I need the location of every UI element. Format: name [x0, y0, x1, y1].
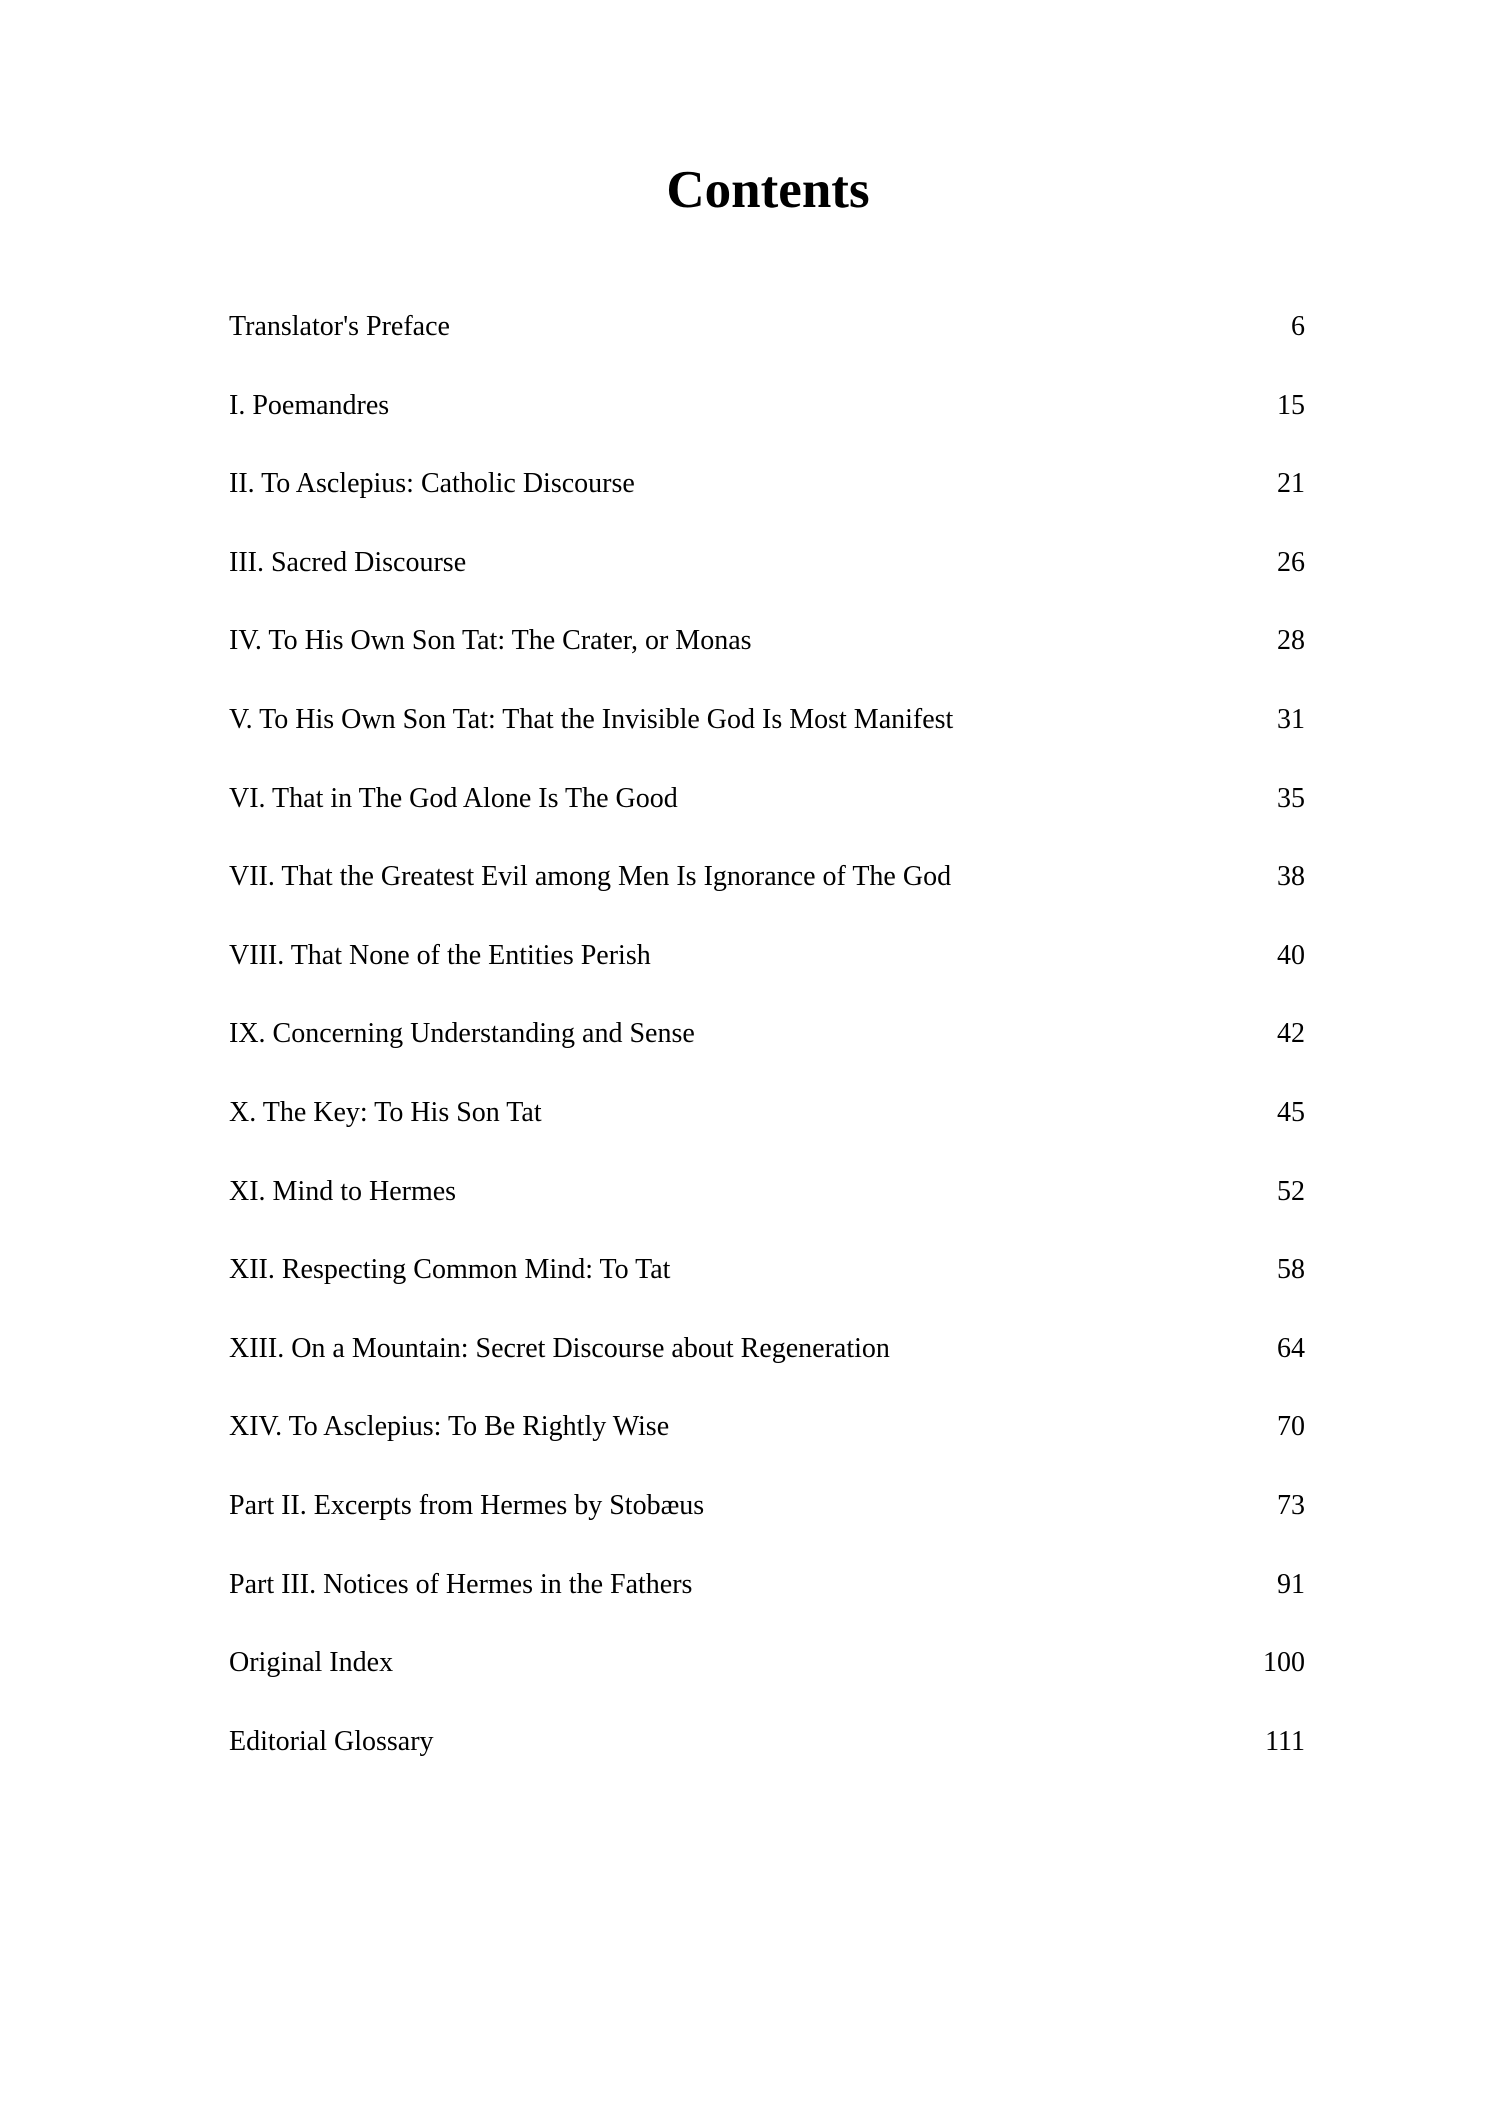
toc-entry: [229, 1480, 1305, 1559]
toc-entry-page-number: 70: [1277, 1411, 1305, 1443]
toc-entry: [229, 1559, 1305, 1638]
toc-entry: [229, 1244, 1305, 1323]
toc-entry: [229, 694, 1305, 773]
toc-entry-page-number: 64: [1277, 1332, 1305, 1364]
toc-entry: [229, 1637, 1305, 1716]
toc-entry-page-number: 28: [1277, 625, 1305, 657]
toc-entry: [229, 851, 1305, 930]
toc-entry-page-number: 111: [1265, 1725, 1305, 1757]
toc-entry: [229, 1166, 1305, 1245]
toc-entry-page-number: 31: [1277, 703, 1305, 735]
toc-entry-page-number: 40: [1277, 939, 1305, 971]
toc-entry-page-number: 26: [1277, 546, 1305, 578]
toc-entry-page-number: 42: [1277, 1018, 1305, 1050]
toc-entry-title: VII. That the Greatest Evil among Men Is Ignorance of The God: [229, 861, 952, 893]
toc-entry: [229, 1323, 1305, 1402]
toc-entry: [229, 930, 1305, 1009]
toc-entry-title: X. The Key: To His Son Tat: [229, 1096, 542, 1128]
toc-entry: [229, 1087, 1305, 1166]
toc-entry: [229, 380, 1305, 459]
toc-entry-title: Part III. Notices of Hermes in the Fathers: [229, 1568, 693, 1600]
toc-entry-title: VIII. That None of the Entities Perish: [229, 939, 651, 971]
toc-entry-page-number: 6: [1291, 311, 1305, 342]
toc-entry-page-number: 52: [1277, 1175, 1305, 1207]
toc-entry-title: XII. Respecting Common Mind: To Tat: [229, 1254, 671, 1286]
page-title: Contents: [666, 161, 870, 219]
toc-entry-page-number: 15: [1277, 389, 1305, 421]
toc-entry-page-number: 73: [1277, 1489, 1305, 1521]
toc-entry-title: I. Poemandres: [229, 389, 390, 421]
toc-entry-title: Original Index: [229, 1647, 394, 1679]
table-of-contents: [229, 301, 1305, 1794]
toc-entry: [229, 1401, 1305, 1480]
toc-entry-title: Editorial Glossary: [229, 1725, 434, 1757]
toc-entry-page-number: 21: [1277, 468, 1305, 500]
toc-entry-title: III. Sacred Discourse: [229, 546, 467, 578]
toc-entry-title: IV. To His Own Son Tat: The Crater, or Monas: [229, 625, 752, 657]
toc-entry-page-number: 91: [1277, 1568, 1305, 1600]
toc-entry-title: Part II. Excerpts from Hermes by Stobæus: [229, 1489, 705, 1521]
toc-entry: [229, 458, 1305, 537]
toc-entry-page-number: 35: [1277, 782, 1305, 814]
toc-entry-page-number: 38: [1277, 861, 1305, 893]
toc-entry-page-number: 58: [1277, 1254, 1305, 1286]
toc-entry-title: VI. That in The God Alone Is The Good: [229, 782, 678, 814]
toc-entry-title: Translator's Preface: [229, 311, 450, 342]
toc-entry-page-number: 100: [1263, 1647, 1305, 1679]
toc-entry-title: XIII. On a Mountain: Secret Discourse about Regeneration: [229, 1332, 890, 1364]
toc-entry-title: XIV. To Asclepius: To Be Rightly Wise: [229, 1411, 670, 1443]
toc-entry-title: V. To His Own Son Tat: That the Invisible God Is Most Manifest: [229, 703, 954, 735]
toc-entry-title: XI. Mind to Hermes: [229, 1175, 457, 1207]
toc-entry-title: II. To Asclepius: Catholic Discourse: [229, 468, 635, 500]
toc-entry: [229, 1716, 1305, 1795]
toc-entry: [229, 537, 1305, 616]
toc-entry-title: IX. Concerning Understanding and Sense: [229, 1018, 695, 1050]
toc-entry-page-number: 45: [1277, 1096, 1305, 1128]
toc-entry: [229, 301, 1305, 380]
toc-entry: [229, 615, 1305, 694]
toc-entry: [229, 1008, 1305, 1087]
toc-entry: [229, 773, 1305, 852]
